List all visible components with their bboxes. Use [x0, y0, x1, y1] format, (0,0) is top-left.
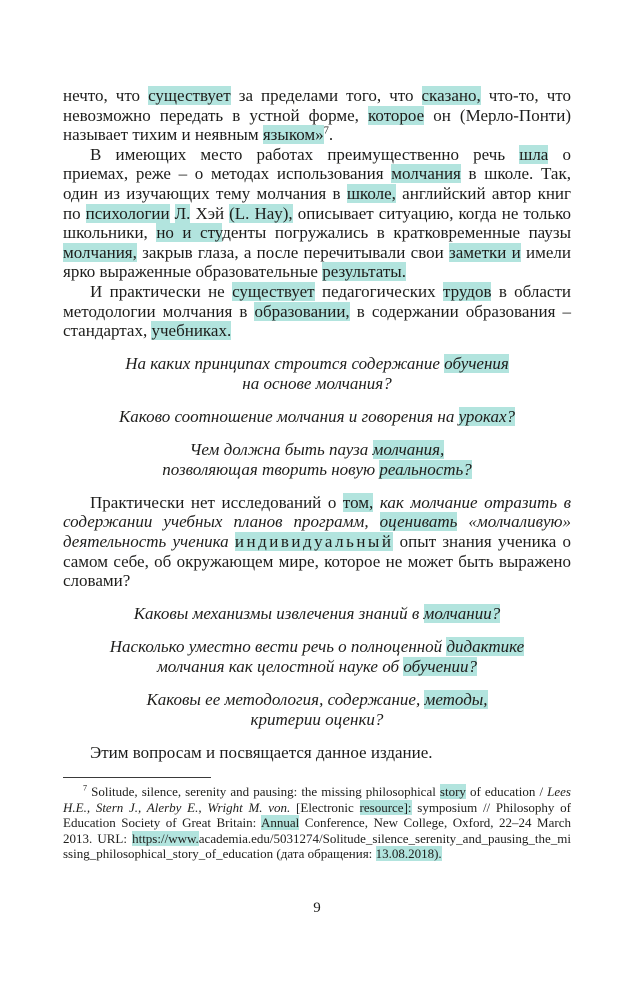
text-segment: Lees H.E., Stern J., Alerby E., Wright M. von.: [63, 784, 571, 815]
centered-question: [63, 637, 571, 677]
centered-question: [63, 440, 571, 480]
text-segment: нечто, что: [63, 86, 149, 105]
text-segment: в школе. Так, один из изучающих тему молчания в: [63, 164, 571, 203]
text-segment: Solitude, silence, serenity and pausing: the missing philosophical: [87, 784, 440, 800]
highlighted-text: существует: [232, 281, 315, 301]
text-segment: Каковы ее методология, содержание,: [146, 689, 425, 709]
text-segment: молчания как целостной науке об: [156, 656, 404, 676]
text-segment: денты погружались в кратковременные паузы: [222, 223, 571, 243]
centered-question: [63, 354, 571, 394]
highlighted-text: 13.08.2018).: [375, 846, 442, 862]
highlighted-text: молчания,: [372, 439, 445, 459]
text-segment: [170, 204, 175, 223]
text-segment: он (Мерло-Понти) называет тихим и неявным: [63, 105, 571, 145]
highlighted-text: реальность?: [379, 459, 472, 479]
highlighted-text: (L. Hay),: [229, 203, 293, 223]
text-segment: имели ярко выраженные образовательные: [63, 242, 572, 282]
text-segment: И практически не: [90, 281, 233, 301]
body-blocks: [63, 86, 571, 762]
text-segment: за пределами того, что: [230, 86, 422, 105]
highlighted-text: психологии: [85, 203, 170, 223]
highlighted-text: сказано,: [421, 86, 481, 105]
highlighted-text: заметки и: [449, 242, 521, 262]
text-segment: На каких принципах строится содержание: [125, 353, 445, 373]
footnote-separator: [63, 777, 211, 778]
text-segment: что-то, что невозможно передать в устной форме,: [63, 86, 571, 125]
text-segment: 7: [83, 783, 88, 793]
highlighted-text: обучения: [444, 353, 509, 373]
text-segment: как молчание отразить в содержании учебных планов программ,: [63, 492, 571, 532]
text-segment: описывает ситуацию, когда не только школьники,: [63, 203, 572, 243]
highlighted-text: которое: [368, 105, 425, 125]
text-segment: .: [328, 125, 334, 145]
highlighted-text: школе,: [346, 183, 396, 203]
text-segment: критерии оценки?: [250, 709, 384, 729]
highlighted-text: языком»: [262, 125, 324, 145]
text-segment: английский автор книг по: [63, 183, 571, 223]
highlighted-text: Л.: [174, 203, 191, 223]
highlighted-text: оценивать: [379, 512, 458, 532]
text-segment: [Electronic: [290, 799, 360, 815]
body-paragraph: [63, 145, 571, 282]
text-segment: Насколько уместно вести речь о полноценной: [109, 636, 447, 656]
highlighted-text: образовании,: [254, 301, 350, 321]
text-segment: в области методологии молчания в: [63, 281, 572, 321]
text-segment: 7: [323, 125, 329, 137]
footnote-text: [63, 784, 571, 862]
text-segment: на основе молчания?: [242, 373, 392, 393]
highlighted-text: Annual: [260, 815, 300, 831]
body-paragraph: [63, 86, 571, 145]
centered-question: [63, 690, 571, 730]
text-segment: symposium // Philosophy of Education Society of Great Britain:: [63, 799, 571, 831]
highlighted-text: молчании?: [423, 603, 501, 623]
highlighted-text: https://www.: [132, 830, 199, 846]
highlighted-text: обучении?: [403, 656, 478, 676]
text-segment: Чем должна быть пауза: [189, 439, 373, 459]
highlighted-text: resource]:: [359, 799, 412, 815]
text-segment: педагогических: [314, 281, 443, 301]
body-paragraph: [63, 493, 571, 591]
highlighted-text: молчания: [391, 164, 461, 184]
highlighted-text: дидактике: [446, 636, 525, 656]
text-segment: Этим вопросам и посвящается данное издание.: [90, 742, 433, 762]
text-segment: (дата обращения:: [273, 846, 376, 862]
body-paragraph: [63, 282, 571, 341]
highlighted-text: результаты.: [322, 262, 406, 282]
text-segment: Каковы механизмы извлечения знаний в: [133, 603, 424, 623]
text-segment: в содержании образования – стандартах,: [63, 301, 571, 341]
text-segment: Каково соотношение молчания и говорения на: [118, 406, 459, 426]
highlighted-text: индивидуальный: [234, 531, 394, 551]
text-segment: закрыв глаза, а после перечитывали свои: [136, 242, 450, 262]
centered-question: [63, 604, 571, 624]
page-content: [63, 86, 571, 862]
highlighted-text: молчания,: [63, 242, 137, 262]
footnote: [63, 777, 571, 862]
centered-question: [63, 407, 571, 427]
page-number: 9: [313, 900, 321, 916]
highlighted-text: но и сту: [156, 223, 223, 243]
highlighted-text: шла: [519, 144, 549, 164]
text-segment: Conference, New College, Oxford, 22–24 March 2013. URL:: [63, 815, 571, 846]
highlighted-text: уроках?: [458, 406, 515, 426]
highlighted-text: методы,: [424, 689, 488, 709]
highlighted-text: учебниках.: [151, 321, 232, 341]
highlighted-text: том,: [342, 492, 374, 512]
text-segment: позволяющая творить новую: [162, 459, 380, 479]
text-segment: о приемах, реже – о методах использования: [63, 144, 571, 184]
highlighted-text: story: [439, 784, 466, 800]
highlighted-text: существует: [148, 86, 231, 105]
text-segment: «молчаливую» деятельность ученика: [63, 512, 571, 551]
text-segment: Практически нет исследований о: [90, 492, 343, 512]
body-paragraph: [63, 743, 571, 763]
text-segment: В имеющих место работах преимущественно речь: [90, 144, 520, 164]
text-segment: опыт знания ученика о самом себе, об окружающем мире, которое не может быть выражено словами?: [63, 531, 571, 591]
text-segment: Хэй: [190, 203, 230, 223]
text-segment: of education /: [465, 784, 548, 800]
text-segment: academia.edu/5031274/Solitude_silence_serenity_and_pausing_the_missing_philosophical_story_of_education: [63, 830, 571, 862]
highlighted-text: трудов: [442, 281, 492, 301]
